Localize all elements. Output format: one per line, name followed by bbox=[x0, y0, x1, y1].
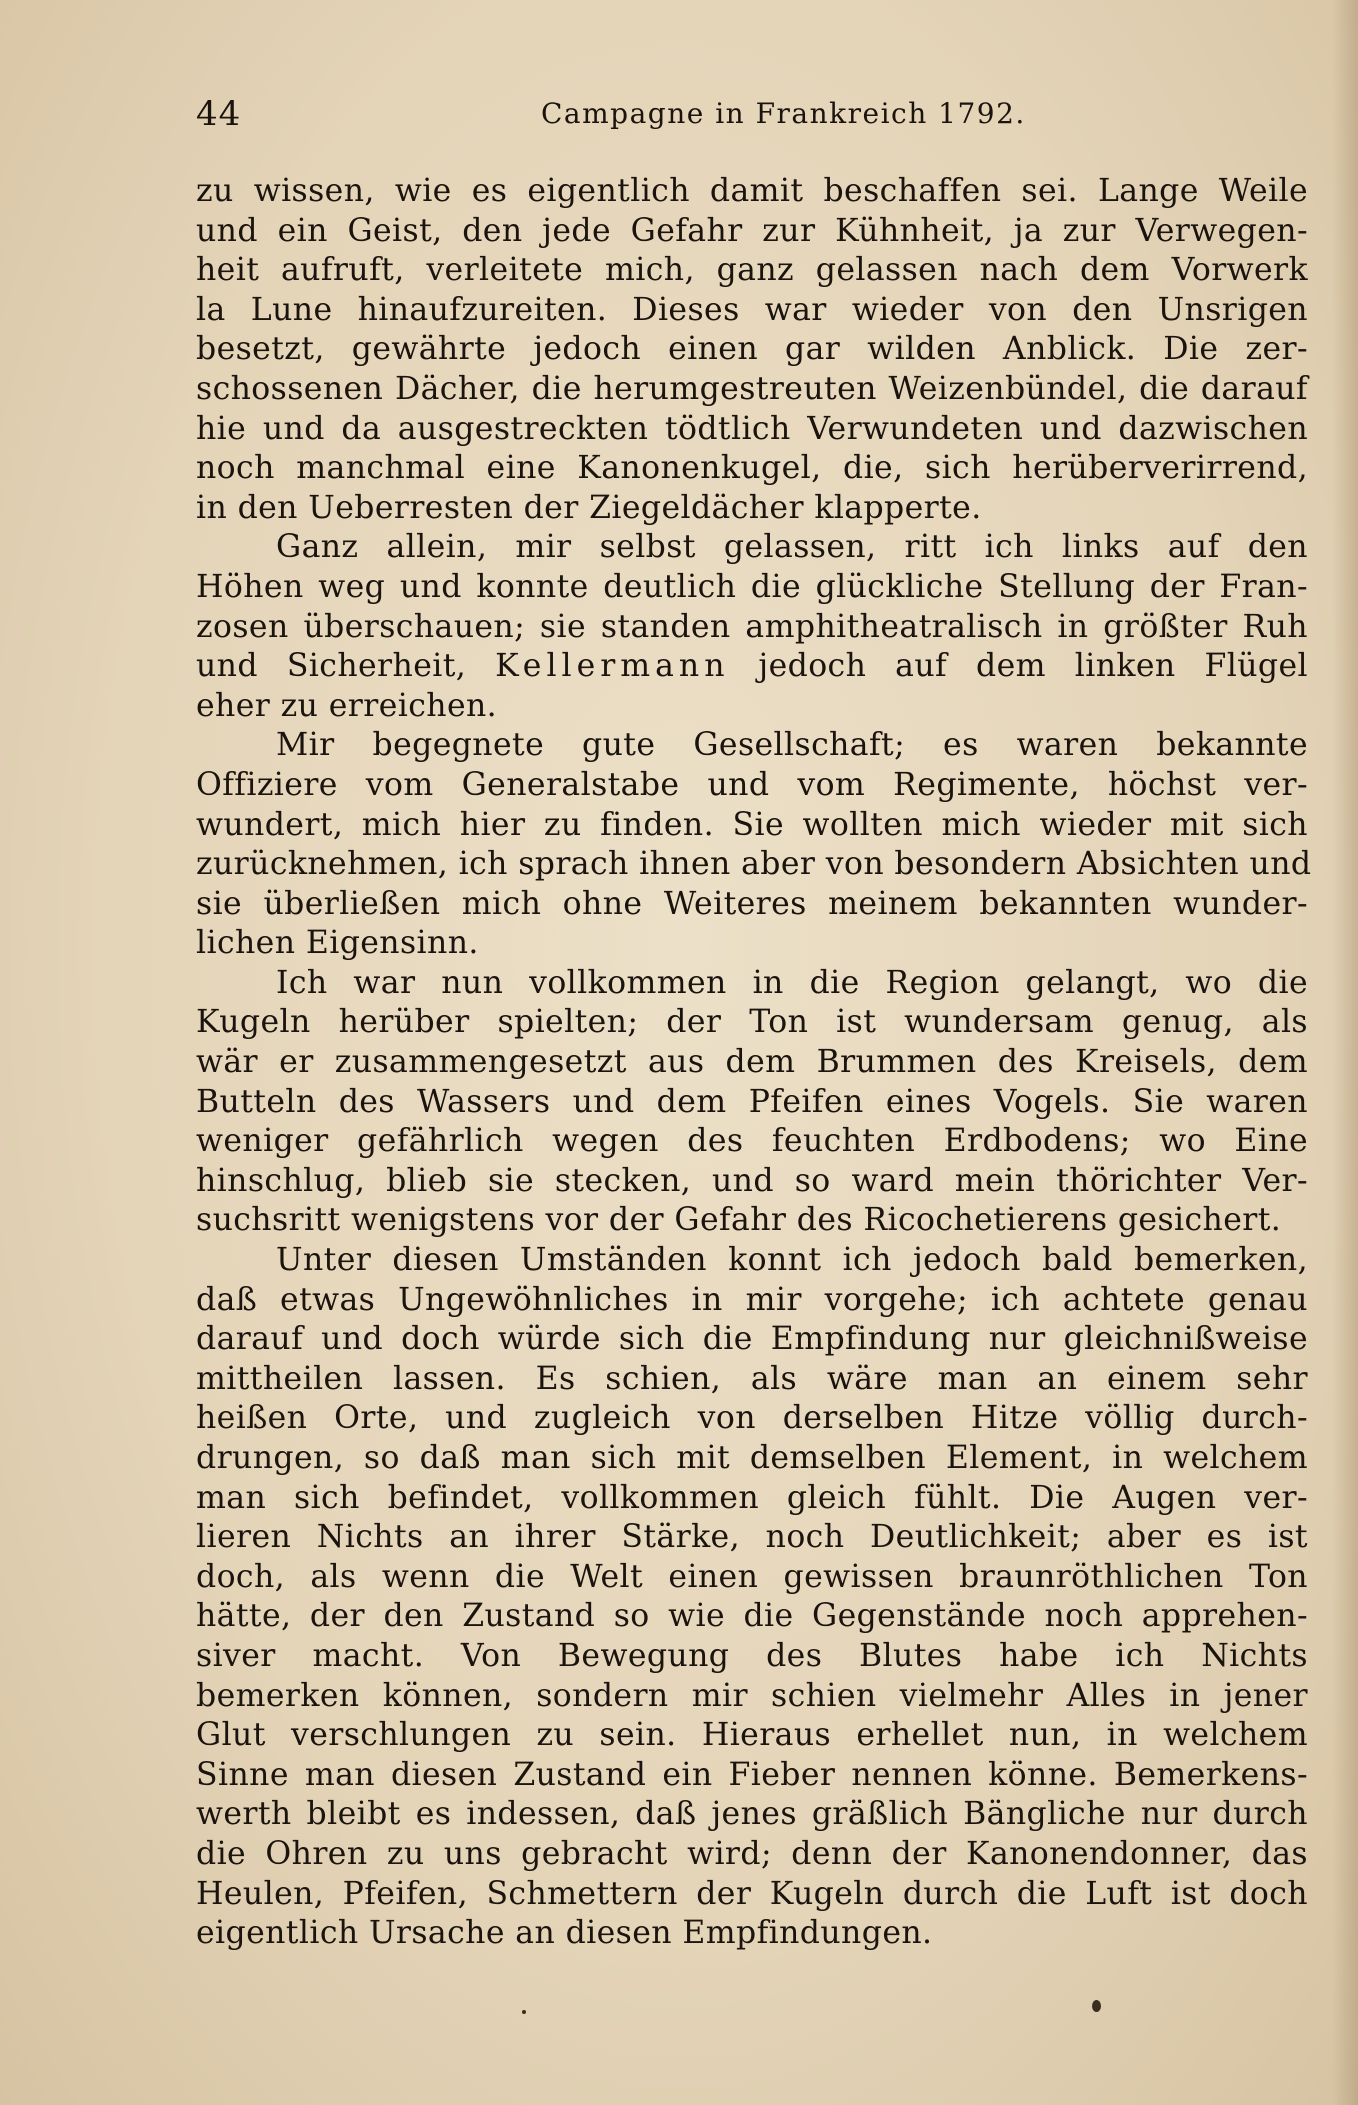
text-line: bemerken können, sondern mir schien vielmehr Alles in jener bbox=[196, 1677, 1308, 1714]
text-line: Offiziere vom Generalstabe und vom Regimente, höchst ver- bbox=[196, 766, 1308, 803]
text-line: die Ohren zu uns gebracht wird; denn der Kanonendonner, das bbox=[196, 1835, 1308, 1872]
text-line: und ein Geist, den jede Gefahr zur Kühnheit, ja zur Verwegen- bbox=[196, 212, 1308, 249]
text-line: man sich befindet, vollkommen gleich fühlt. Die Augen ver- bbox=[196, 1479, 1308, 1516]
text-line: wär er zusammengesetzt aus dem Brummen des Kreisels, dem bbox=[196, 1044, 1308, 1081]
page-number: 44 bbox=[196, 94, 242, 134]
running-head: Campagne in Frankreich 1792. bbox=[541, 97, 1026, 130]
text-line: besetzt, gewährte jedoch einen gar wilden Anblick. Die zer- bbox=[196, 331, 1308, 368]
text-line: Heulen, Pfeifen, Schmettern der Kugeln durch die Luft ist doch bbox=[196, 1875, 1308, 1912]
paper-speck bbox=[1092, 2000, 1101, 2012]
text-line: hätte, der den Zustand so wie die Gegenstände noch apprehen- bbox=[196, 1598, 1308, 1635]
text-line: Butteln des Wassers und dem Pfeifen eines Vogels. Sie waren bbox=[196, 1083, 1308, 1120]
text-line: sie überließen mich ohne Weiteres meinem bekannten wunder- bbox=[196, 885, 1308, 922]
text-line: lichen Eigensinn. bbox=[196, 925, 479, 962]
page-header bbox=[196, 92, 1306, 136]
text-line: in den Ueberresten der Ziegeldächer klapperte. bbox=[196, 489, 982, 526]
emphasized-name: Kellermann bbox=[495, 648, 730, 685]
text-line: hie und da ausgestreckten tödtlich Verwundeten und dazwischen bbox=[196, 410, 1308, 447]
text-fragment: jedoch auf dem linken Flügel bbox=[758, 648, 1309, 685]
text-line: noch manchmal eine Kanonenkugel, die, sich herüberverirrend, bbox=[196, 450, 1308, 487]
page-edge-shadow bbox=[1332, 0, 1358, 2105]
text-line: darauf und doch würde sich die Empfindung nur gleichnißweise bbox=[196, 1321, 1308, 1358]
text-line: zurücknehmen, ich sprach ihnen aber von besondern Absichten und bbox=[196, 846, 1312, 883]
text-line: Unter diesen Umständen konnt ich jedoch bald bemerken, bbox=[276, 1242, 1308, 1279]
text-line: heit aufruft, verleitete mich, ganz gelassen nach dem Vorwerk bbox=[196, 252, 1308, 289]
text-line: mittheilen lassen. Es schien, als wäre man an einem sehr bbox=[196, 1360, 1308, 1397]
text-line-composite bbox=[196, 647, 1308, 687]
text-line: drungen, so daß man sich mit demselben Element, in welchem bbox=[196, 1440, 1308, 1476]
text-line: heißen Orte, und zugleich von derselben Hitze völlig durch- bbox=[196, 1400, 1308, 1437]
text-line: siver macht. Von Bewegung des Blutes habe ich Nichts bbox=[196, 1637, 1308, 1674]
text-line: weniger gefährlich wegen des feuchten Erdbodens; wo Eine bbox=[196, 1123, 1308, 1160]
text-line: daß etwas Ungewöhnliches in mir vorgehe; ich achtete genau bbox=[196, 1281, 1308, 1318]
text-line: suchsritt wenigstens vor der Gefahr des Ricochetierens gesichert. bbox=[196, 1202, 1282, 1239]
text-line: zu wissen, wie es eigentlich damit beschaffen sei. Lange Weile bbox=[196, 173, 1308, 209]
text-fragment: und Sicherheit, bbox=[196, 648, 467, 685]
text-line: Höhen weg und konnte deutlich die glückliche Stellung der Fran- bbox=[196, 568, 1308, 605]
paper-speck bbox=[522, 2010, 526, 2014]
text-line: zosen überschauen; sie standen amphitheatralisch in größter Ruh bbox=[196, 608, 1308, 645]
text-line: werth bleibt es indessen, daß jenes gräßlich Bängliche nur durch bbox=[196, 1796, 1308, 1833]
text-line: Mir begegnete gute Gesellschaft; es waren bekannte bbox=[276, 727, 1308, 764]
text-line: Sinne man diesen Zustand ein Fieber nennen könne. Bemerkens- bbox=[196, 1756, 1308, 1793]
text-line: Ich war nun vollkommen in die Region gelangt, wo die bbox=[276, 964, 1308, 1001]
text-line: eigentlich Ursache an diesen Empfindungen. bbox=[196, 1915, 933, 1952]
text-line: Ganz allein, mir selbst gelassen, ritt ich links auf den bbox=[276, 529, 1308, 566]
text-line: eher zu erreichen. bbox=[196, 687, 498, 724]
text-line: la Lune hinaufzureiten. Dieses war wieder von den Unsrigen bbox=[196, 291, 1308, 328]
text-line: wundert, mich hier zu finden. Sie wollten mich wieder mit sich bbox=[196, 806, 1308, 843]
text-line: hinschlug, blieb sie stecken, und so ward mein thörichter Ver- bbox=[196, 1162, 1308, 1199]
body-text bbox=[196, 172, 1312, 1954]
text-line: lieren Nichts an ihrer Stärke, noch Deutlichkeit; aber es ist bbox=[196, 1519, 1308, 1556]
text-line: Glut verschlungen zu sein. Hieraus erhellet nun, in welchem bbox=[196, 1717, 1308, 1754]
text-line: schossenen Dächer, die herumgestreuten Weizenbündel, die darauf bbox=[196, 370, 1308, 407]
text-line: Kugeln herüber spielten; der Ton ist wundersam genug, als bbox=[196, 1004, 1308, 1041]
text-line: doch, als wenn die Welt einen gewissen braunröthlichen Ton bbox=[196, 1558, 1308, 1595]
